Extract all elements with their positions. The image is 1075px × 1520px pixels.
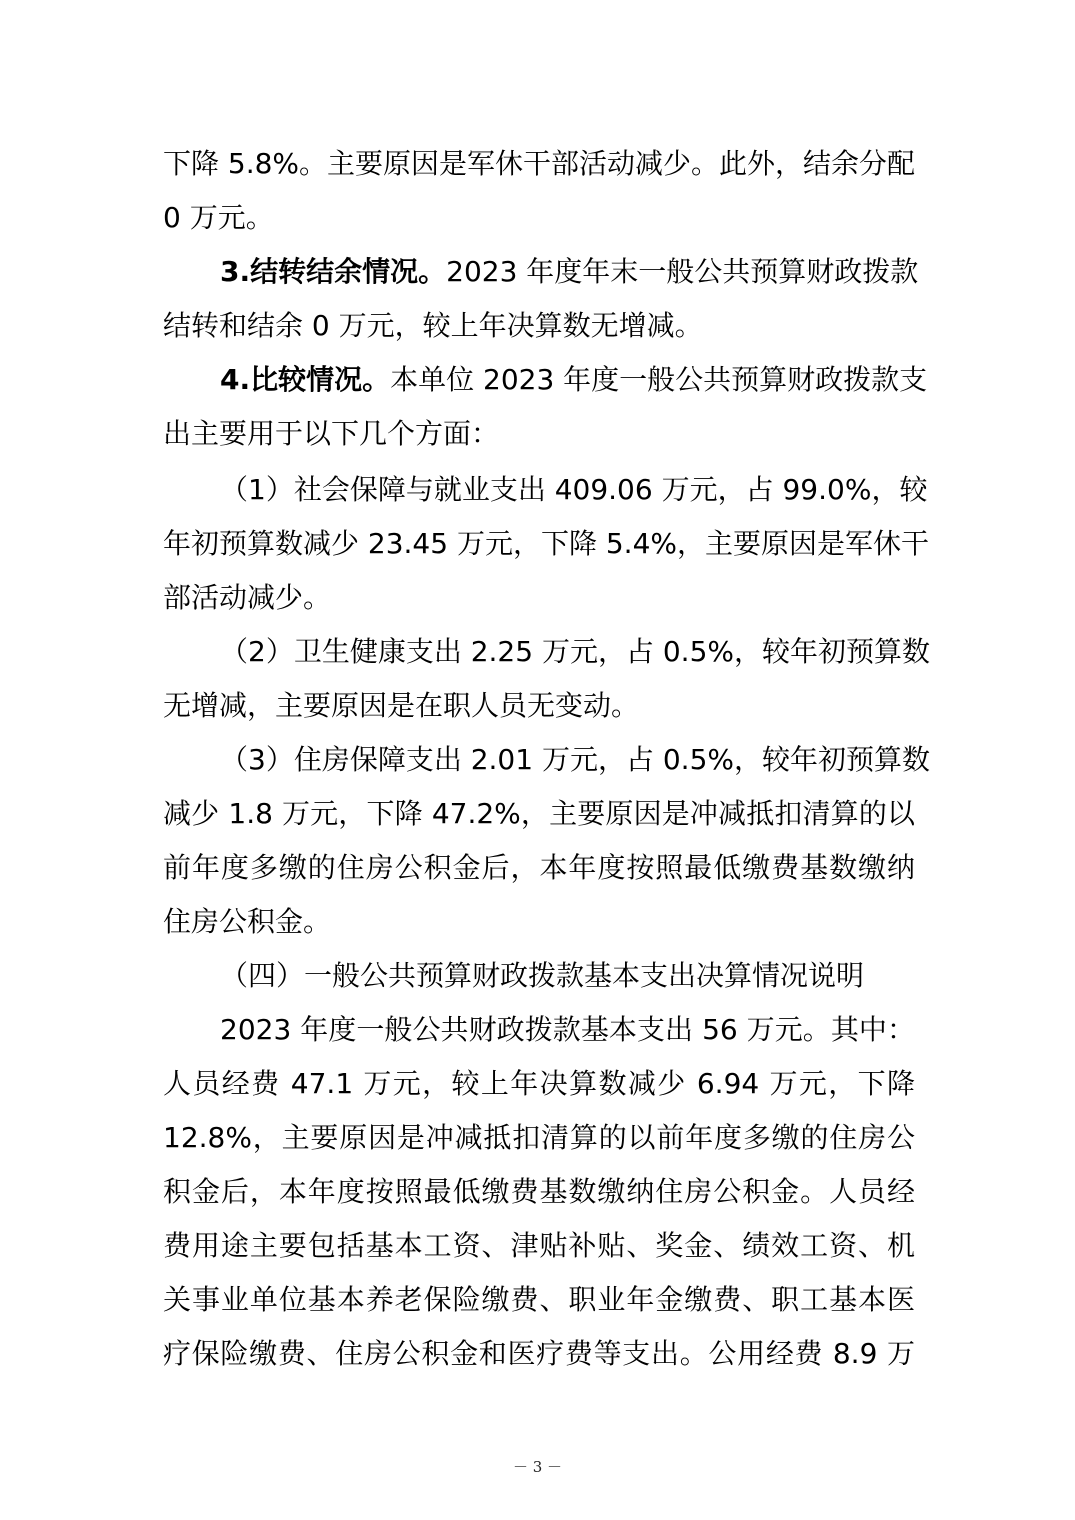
list-item-1: （1）社会保障与就业支出 409.06 万元，占 99.0%，较: [220, 473, 928, 506]
body-line: 疗保险缴费、住房公积金和医疗费等支出。公用经费 8.9 万: [163, 1337, 915, 1370]
body-line: 结转和结余 0 万元，较上年决算数无增减。: [163, 309, 703, 342]
body-line: 下降 5.8%。主要原因是军休干部活动减少。此外，结余分配: [163, 147, 916, 180]
body-line: 人员经费 47.1 万元，较上年决算数减少 6.94 万元，下降: [163, 1067, 915, 1100]
body-line: 住房公积金。: [163, 905, 332, 938]
body-line: 积金后，本年度按照最低缴费基数缴纳住房公积金。人员经: [163, 1175, 915, 1208]
body-line: 2023 年度年末一般公共预算财政拨款: [446, 255, 919, 288]
body-line: 2023 年度一般公共财政拨款基本支出 56 万元。其中：: [220, 1013, 915, 1046]
list-item-3: （3）住房保障支出 2.01 万元，占 0.5%，较年初预算数: [220, 743, 930, 776]
body-line: 0 万元。: [163, 201, 274, 234]
body-line: 出主要用于以下几个方面：: [163, 417, 500, 450]
section-heading-comparison: 4.比较情况。: [220, 363, 391, 396]
body-line: 减少 1.8 万元，下降 47.2%，主要原因是冲减抵扣清算的以: [163, 797, 915, 830]
page-number: － 3 －: [512, 1458, 563, 1476]
paragraph-comparison: [220, 363, 928, 397]
body-line: 关事业单位基本养老保险缴费、职业年金缴费、职工基本医: [163, 1283, 915, 1316]
section-heading-carryover: 3.结转结余情况。: [220, 255, 447, 288]
body-line: 部活动减少。: [163, 581, 332, 614]
body-line: 本单位 2023 年度一般公共预算财政拨款支: [390, 363, 928, 396]
body-line: 12.8%，主要原因是冲减抵扣清算的以前年度多缴的住房公: [163, 1121, 915, 1154]
body-line: 年初预算数减少 23.45 万元，下降 5.4%，主要原因是军休干: [163, 527, 929, 560]
section-heading-basic-expenditure: （四）一般公共预算财政拨款基本支出决算情况说明: [220, 959, 865, 992]
body-line: 前年度多缴的住房公积金后，本年度按照最低缴费基数缴纳: [163, 851, 915, 884]
body-line: 无增减，主要原因是在职人员无变动。: [163, 689, 640, 722]
paragraph-carryover: [220, 255, 919, 289]
body-line: 费用途主要包括基本工资、津贴补贴、奖金、绩效工资、机: [163, 1229, 915, 1262]
list-item-2: （2）卫生健康支出 2.25 万元，占 0.5%，较年初预算数: [220, 635, 930, 668]
